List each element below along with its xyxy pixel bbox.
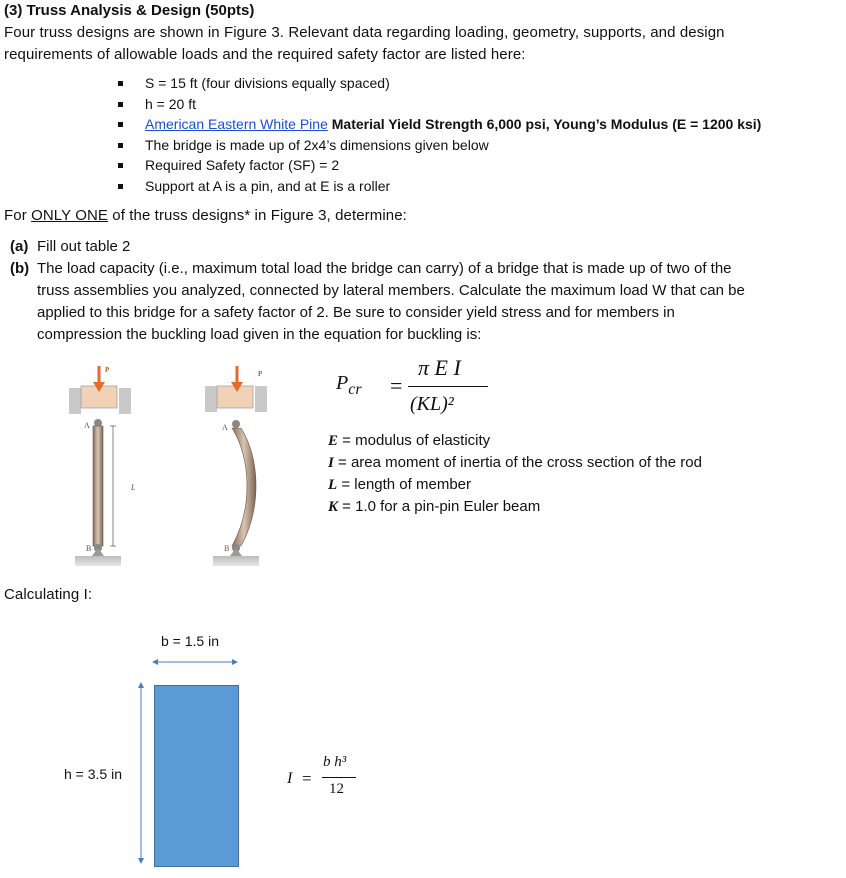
item-b-line-1: The load capacity (i.e., maximum total load the bridge can carry) of a bridge that is made up of two of the xyxy=(37,260,732,277)
item-b-line-4: compression the buckling load given in the equation for buckling is: xyxy=(37,326,482,343)
buckled-column xyxy=(205,366,267,566)
definition-i: I = area moment of inertia of the cross section of the rod xyxy=(328,454,702,471)
inertia-formula-equals: = xyxy=(302,769,312,788)
bullet-bridge: The bridge is made up of 2x4’s dimensions given below xyxy=(145,136,489,153)
bullet-height: h = 20 ft xyxy=(145,95,196,112)
buckling-formula-denominator: (KL)² xyxy=(410,393,454,415)
pin-a-label-right: A xyxy=(222,423,228,432)
load-label-left: P xyxy=(105,366,110,374)
height-label: h = 3.5 in xyxy=(64,766,122,782)
straight-column xyxy=(69,366,136,566)
inertia-formula-denominator: 12 xyxy=(329,781,344,797)
bullet-safety-factor: Required Safety factor (SF) = 2 xyxy=(145,157,340,173)
pin-b-label-left: B xyxy=(86,544,92,553)
pin-b-label-right: B xyxy=(224,544,230,553)
bullet-support: Support at A is a pin, and at E is a roller xyxy=(145,177,391,194)
width-label: b = 1.5 in xyxy=(161,633,219,649)
buckling-formula-numerator: π E I xyxy=(418,355,461,380)
inertia-formula-lhs: I xyxy=(287,770,293,787)
width-dimension-arrow xyxy=(150,656,240,668)
length-label: L xyxy=(131,483,136,492)
bullet-span: S = 15 ft (four divisions equally spaced) xyxy=(145,75,390,91)
buckling-formula-equals: = xyxy=(390,373,403,398)
material-properties: Material Yield Strength 6,000 psi, Young’s Modulus (E = 1200 ksi) xyxy=(327,116,762,132)
definition-e: E = modulus of elasticity xyxy=(328,432,491,449)
column-buckling-figure xyxy=(55,360,285,575)
height-dimension-arrow xyxy=(134,680,148,866)
buckling-fraction-bar xyxy=(408,386,488,387)
calculating-label: Calculating I: xyxy=(4,586,93,603)
intro-line-2: requirements of allowable loads and the required safety factor are listed here: xyxy=(4,46,526,63)
only-one-emphasis: ONLY ONE xyxy=(31,207,109,224)
cross-section-rectangle xyxy=(154,685,239,867)
load-label-right: P xyxy=(258,370,263,378)
material-link[interactable]: American Eastern White Pine xyxy=(145,116,328,132)
intro-line-1: Four truss designs are shown in Figure 3. Relevant data regarding loading, geometry, supports, and design xyxy=(4,24,725,41)
buckling-formula-lhs: $P_{cr}$ xyxy=(336,372,362,398)
item-b-line-3: applied to this bridge for a safety factor of 2. Be sure to consider yield stress and for members in xyxy=(37,304,675,321)
definition-k: K = 1.0 for a pin-pin Euler beam xyxy=(328,498,541,515)
definition-l: L = length of member xyxy=(328,476,471,493)
pin-a-label-left: A xyxy=(84,421,90,430)
item-b-line-2: truss assemblies you analyzed, connected by lateral members. Calculate the maximum load W that can be xyxy=(37,282,745,299)
inertia-fraction-bar xyxy=(322,777,356,778)
inertia-formula-numerator: b h³ xyxy=(323,754,347,770)
section-title: (3) Truss Analysis & Design (50pts) xyxy=(4,2,255,19)
task-statement: For ONLY ONE of the truss designs* in Figure 3, determine: xyxy=(4,207,407,224)
